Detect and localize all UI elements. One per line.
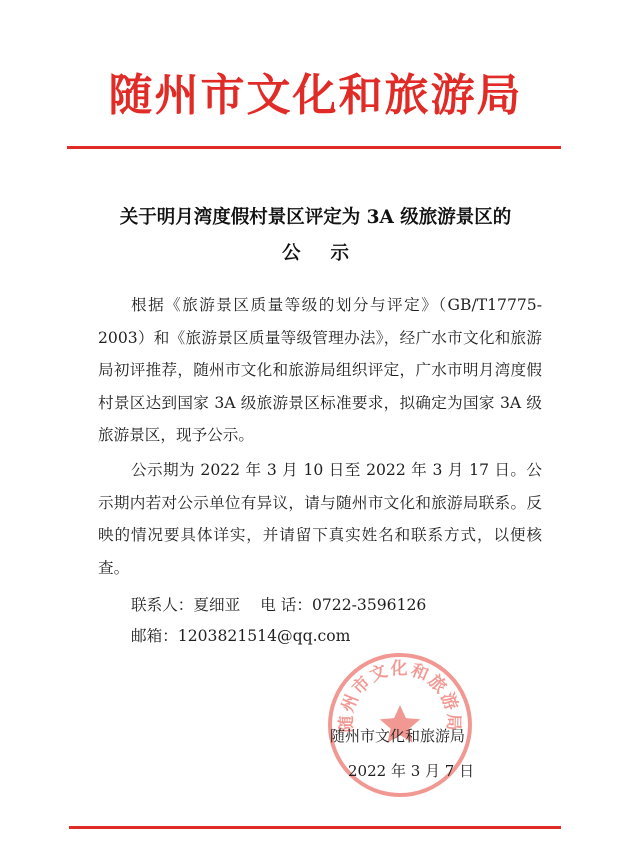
notice-title: 关于明月湾度假村景区评定为 3A 级旅游景区的 (119, 207, 512, 228)
footer-divider (69, 826, 561, 829)
phone-number: 0722-3596126 (311, 596, 427, 614)
email-address: 1203821514@qq.com (177, 627, 351, 645)
notice-subtitle: 公示 (281, 243, 379, 264)
signature-org: 随州市文化和旅游局 (330, 727, 466, 745)
phone-label: 电 话： (260, 596, 312, 614)
contact-label: 联系人： (131, 596, 194, 614)
signature-date: 2022 年 3 月 7 日 (348, 762, 475, 780)
paragraph-1-text: 根据《旅游景区质量等级的划分与评定》（GB/T17775-2003）和《旅游景区质量等级管理办法》，经广水市文化和旅游局初评推荐，随州市文化和旅游局组织评定，广水市明月湾度假村景区达到国家 3A 级旅游景区标准要求，拟确定为国家 3A 级旅游景区，现予公示。 (98, 296, 542, 444)
notice-paragraph-2 (98, 454, 542, 584)
email-line (131, 624, 350, 648)
seal-text: 随州市文化和旅游局 (336, 659, 464, 733)
letterhead-org-name: 随州市文化和旅游局 (108, 70, 523, 121)
contact-line (131, 593, 426, 617)
paragraph-2-text: 公示期为 2022 年 3 月 10 日至 2022 年 3 月 17 日。公示期内若对公示单位有异议，请与随州市文化和旅游局联系。反映的情况要具体详实，并请留下真实姓名和联系方式，以便核查。 (98, 461, 542, 577)
contact-name: 夏细亚 (193, 596, 241, 614)
letterhead-divider (67, 146, 561, 149)
notice-paragraph-1 (98, 289, 542, 452)
email-label: 邮箱： (131, 627, 178, 645)
